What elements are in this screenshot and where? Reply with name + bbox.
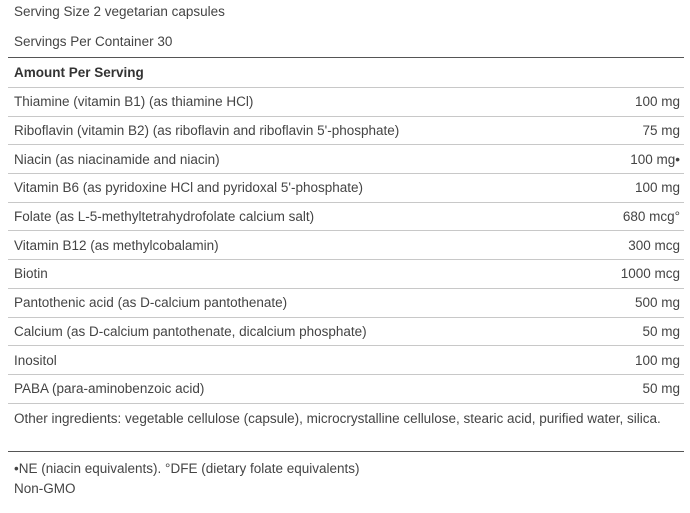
nutrient-name: Inositol (14, 352, 57, 368)
nutrient-amount: 680 mcg° (622, 209, 680, 225)
nutrient-row (8, 317, 684, 346)
nutrient-name: PABA (para-aminobenzoic acid) (14, 381, 205, 397)
nutrient-row (8, 230, 684, 259)
nutrient-name: Vitamin B6 (as pyridoxine HCl and pyridoxal 5'-phosphate) (14, 180, 364, 196)
other-ingredients: Other ingredients: vegetable cellulose (capsule), microcrystalline cellulose, stearic acid, purified water, silica. (8, 403, 684, 451)
nutrient-name: Folate (as L-5-methyltetrahydrofolate calcium salt) (14, 209, 315, 225)
nutrient-amount: 500 mg (634, 295, 680, 311)
nutrient-row (8, 374, 684, 403)
nutrient-amount: 1000 mcg (620, 266, 680, 282)
nutrient-amount: 75 mg (642, 123, 680, 139)
nutrient-name: Thiamine (vitamin B1) (as thiamine HCl) (14, 94, 254, 110)
nutrient-row (8, 87, 684, 116)
serving-size: Serving Size 2 vegetarian capsules (14, 4, 225, 19)
nutrient-name: Riboflavin (vitamin B2) (as riboflavin and riboflavin 5'-phosphate) (14, 123, 400, 139)
nutrient-name: Calcium (as D-calcium pantothenate, dicalcium phosphate) (14, 323, 367, 339)
nutrient-amount: 100 mg (634, 94, 680, 110)
nutrient-amount: 100 mg (634, 180, 680, 196)
nutrient-row (8, 288, 684, 317)
amount-per-serving-heading: Amount Per Serving (14, 65, 144, 80)
footnotes (8, 451, 684, 499)
non-gmo-label: Non-GMO (14, 480, 76, 496)
servings-per-container: Servings Per Container 30 (14, 34, 173, 49)
nutrient-row (8, 144, 684, 173)
nutrient-name: Biotin (14, 266, 48, 282)
nutrient-row (8, 116, 684, 145)
nutrient-row (8, 259, 684, 288)
nutrient-list (8, 87, 684, 403)
nutrient-row (8, 345, 684, 374)
equivalents-footnote: •NE (niacin equivalents). °DFE (dietary folate equivalents) (14, 460, 360, 476)
nutrient-row (8, 202, 684, 231)
nutrient-row (8, 173, 684, 202)
nutrient-amount: 50 mg (642, 381, 680, 397)
nutrient-amount: 100 mg (634, 352, 680, 368)
nutrient-name: Niacin (as niacinamide and niacin) (14, 151, 220, 167)
nutrient-amount: 300 mcg (628, 237, 680, 253)
nutrient-amount: 50 mg (642, 323, 680, 339)
nutrient-name: Vitamin B12 (as methylcobalamin) (14, 237, 219, 253)
nutrient-amount: 100 mg• (630, 151, 680, 167)
nutrient-name: Pantothenic acid (as D-calcium pantothenate) (14, 295, 288, 311)
